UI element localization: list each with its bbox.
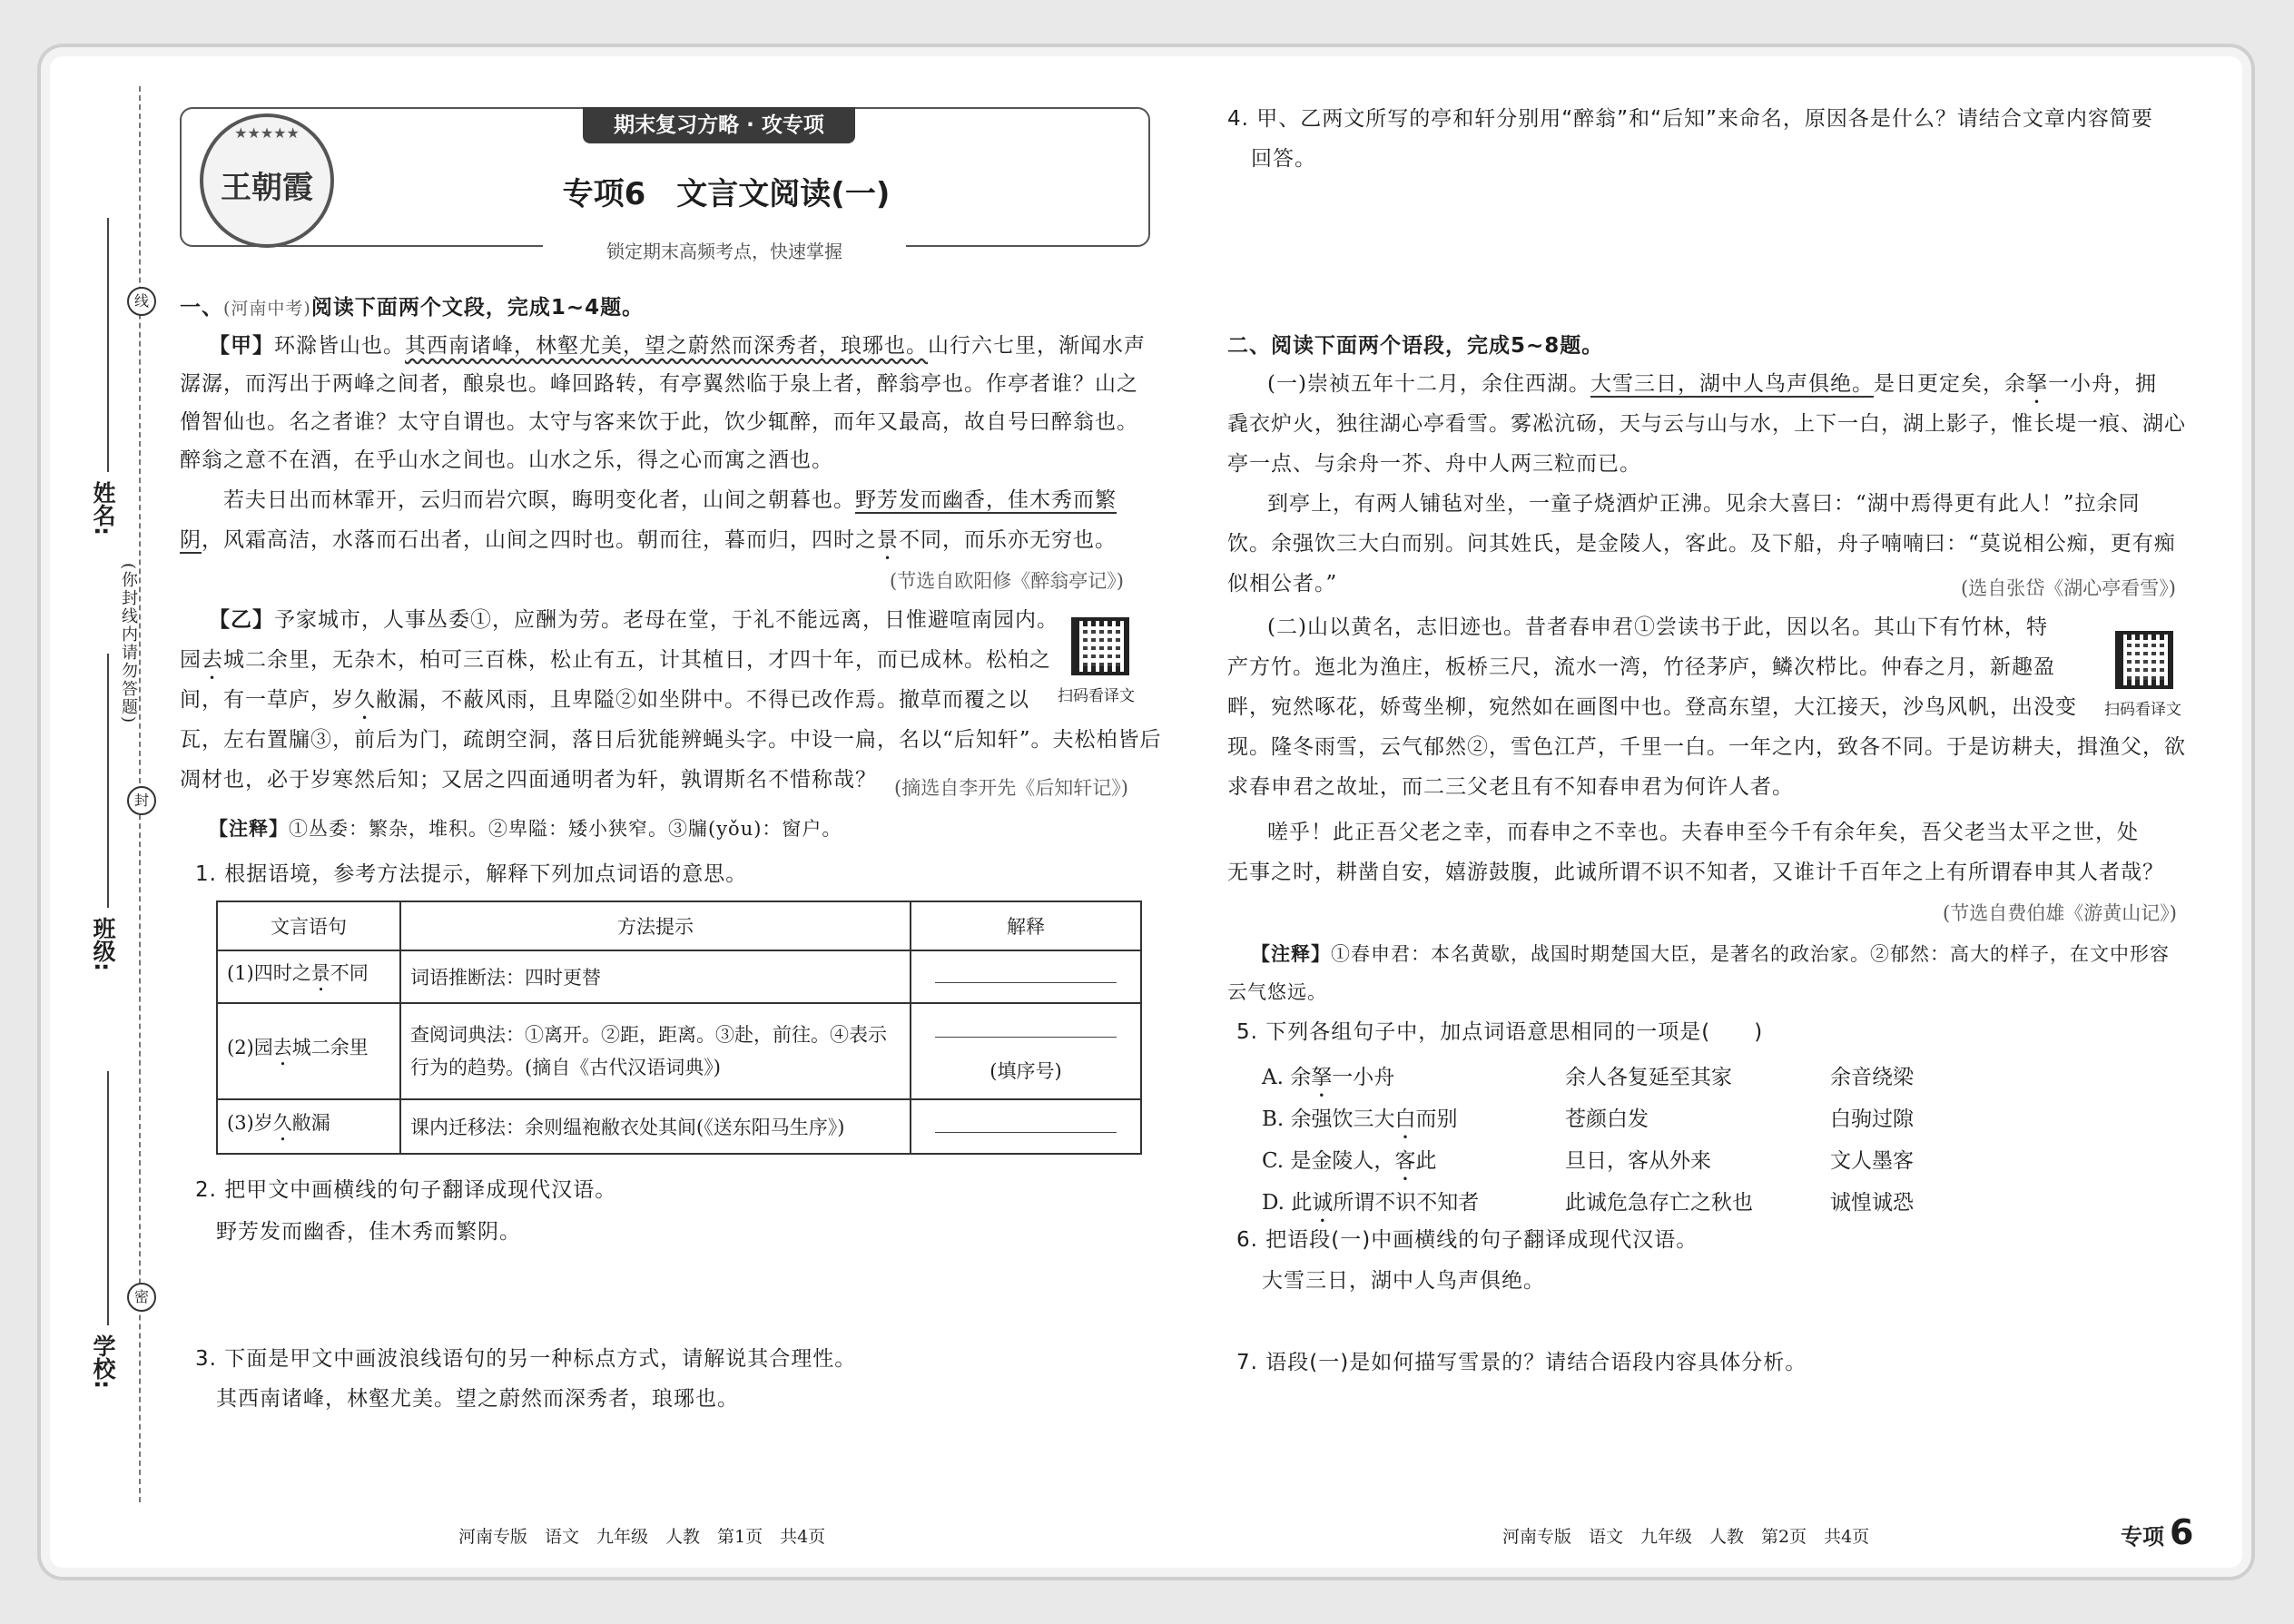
table-cell: 课内迁移法：余则缊袍敝衣处其间(《送东阳马生序》) [400,1099,911,1154]
table-row [217,1099,1141,1154]
q5-option-b-3: 白驹过隙 [1830,1107,1914,1131]
s2-p4-line-1: 嗟乎！此正吾父老之幸，而春申之不幸也。夫春申至今千有余年矣，吾父老当太平之世，处 [1267,821,2139,844]
class-label: 班级: [90,917,116,971]
yi-label: 【乙】 [209,608,274,632]
table-header: 方法提示 [400,901,911,950]
section1-title-tag: (河南中考) [223,299,311,319]
q5-option-a-2: 余人各复延至其家 [1565,1066,1732,1089]
q4-answer-area[interactable] [1227,186,2190,322]
jia-underlined-sentence-end: 阴 [180,528,202,552]
yi-line-5: 凋材也，必于岁寒然后知；又居之四面通明者为轩，孰谓斯名不惜称哉？ [180,768,877,792]
q2-prompt: 2. 把甲文中画横线的句子翻译成现代汉语。 [195,1178,617,1202]
s2-p3-line-1: (二)山以黄名，志旧迹也。昔者春申君①尝读书于此，因以名。其山下有竹林，特 [1267,615,2048,639]
dotted-word: 拏 [2025,372,2048,396]
option-text: B. 余强饮三大 [1262,1107,1395,1131]
yi-text: 园 [180,648,202,672]
yi-text: 城二余里，无杂木，柏可三百株，松止有五，计其植日，才四十年，而已成林。松柏之 [223,648,1051,672]
dotted-word: 拏 [1311,1066,1333,1089]
cell-text: 敝漏 [291,1111,330,1134]
jia-line-3: 僧智仙也。名之者谁？太守自谓也。太守与客来饮于此，饮少辄醉，而年又最高，故自号曰醉翁也。 [180,410,1138,434]
q6-answer-area[interactable] [1262,1307,2170,1343]
answer-hint: (填序号) [989,1060,1062,1082]
binding-warning: (你封线内请勿答题) [119,563,138,725]
s2-p4-source: (节选自费伯雄《游黄山记》) [1943,902,2177,924]
section1-title-prefix: 一、 [180,296,223,320]
name-field[interactable] [107,218,109,472]
s2-p1-line-2: 毳衣炉火，独往湖心亭看雪。雾凇沆砀，天与云与山与水，上下一白，湖上影子，惟长堤一痕、湖心 [1227,412,2186,436]
notes-text: ①春申君：本名黄歇，战国时期楚国大臣，是著名的政治家。②郁然：高大的样子，在文中形容 [1331,943,2170,965]
school-field[interactable] [107,1071,109,1325]
s2-notes-line-2: 云气悠远。 [1227,981,1327,1003]
footer-badge-number: 6 [2170,1512,2194,1552]
jia-text: 不同，而乐亦无穷也。 [899,528,1117,552]
q5-option-a-3: 余音绕梁 [1830,1066,1914,1089]
q2-answer-area[interactable] [216,1257,1142,1348]
footer-right: 河南专版 语文 九年级 人教 第2页 共4页 [1502,1527,1870,1547]
s2-p2-source: (选自张岱《湖心亭看雪》) [1961,577,2176,599]
option-text: D. 此 [1262,1191,1313,1215]
yi-text: 敝漏，不蔽风雨，且卑隘②如坐阱中。不得已改作焉。撤草而覆之以 [376,688,1029,712]
q7-answer-area[interactable] [1262,1389,2170,1498]
s2-text: (一)崇祯五年十二月，余住西湖。 [1267,372,1590,396]
jia-source: (节选自欧阳修《醉翁亭记》) [890,570,1124,592]
option-text: 所谓不识不知者 [1333,1191,1480,1215]
jia-line-6 [180,521,1117,565]
name-label: 姓名: [90,481,116,536]
table-row [217,1003,1141,1099]
s2-text: 是日更定矣，余 [1873,372,2026,396]
answer-blank[interactable] [935,1132,1117,1133]
footer-badge [2121,1512,2193,1552]
logo-stars: ★★★★★ [234,124,300,142]
yi-text: 予家城市，人事丛委①，应酬为劳。老母在堂，于礼不能远离，日惟避喧南园内。 [274,608,1058,632]
q5-option-c-3: 文人墨客 [1830,1149,1914,1173]
q5-option-b[interactable] [1262,1102,1458,1144]
page-title: 专项6 文言文阅读(一) [562,176,891,212]
q5-option-d-2: 此诚危急存亡之秋也 [1565,1191,1753,1215]
q7-prompt: 7. 语段(一)是如何描写雪景的？请结合语段内容具体分析。 [1236,1351,1807,1374]
table-cell [217,950,400,1003]
jia-text: 山行六七里，渐闻水声 [928,334,1146,358]
footer-badge-text: 专项 [2121,1524,2164,1550]
s2-p3-line-5: 求春申君之故址，而二三父老且有不知春申君为何许人者。 [1227,775,1794,799]
qr-label-2: 扫码看译文 [2104,701,2181,719]
section1-title-text: 阅读下面两个文段，完成1~4题。 [310,296,645,320]
answer-blank[interactable] [935,982,1117,983]
qr-code-1[interactable] [1071,617,1129,675]
q5-prompt: 5. 下列各组句子中，加点词语意思相同的一项是( ) [1236,1020,1764,1044]
jia-line-2: 潺潺，而泻出于两峰之间者，酿泉也。峰回路转，有亭翼然临于泉上者，醉翁亭也。作亭者谁？山之 [180,372,1138,396]
s2-notes-line-1 [1251,935,2170,973]
q3-prompt: 3. 下面是甲文中画波浪线语句的另一种标点方式，请解说其合理性。 [195,1347,857,1371]
q5-option-c-2: 旦日，客从外来 [1565,1149,1711,1173]
s2-text: 一小舟，拥 [2047,372,2157,396]
notes-text: ①丛委：繁杂，堆积。②卑隘：矮小狭窄。③牖(yǒu)：窗户。 [289,818,842,840]
yi-text: 间，有一草庐，岁 [180,688,354,712]
header-subtitle: 锁定期末高频考点，快速掌握 [543,238,906,265]
q1-table [216,901,1142,1155]
table-cell: 查阅词典法：①离开。②距，距离。③赴，前往。④表示行为的趋势。(摘自《古代汉语词典》) [400,1003,911,1099]
s2-p3-line-2: 产方竹。迤北为渔庄，板桥三尺，流水一湾，竹径茅庐，鳞次栉比。仲春之月，新趣盈 [1227,655,2055,679]
dotted-word: 白 [1394,1107,1416,1131]
q3-answer-area[interactable] [216,1425,1142,1507]
class-field[interactable] [107,654,109,908]
section1-title [180,289,644,328]
jia-line-5 [223,481,1117,519]
jia-text: 环滁皆山也。 [274,334,405,358]
jia-underlined-sentence: 野芳发而幽香，佳木秀而繁 [855,488,1117,512]
answer-blank[interactable] [935,1037,1117,1038]
q5-option-a[interactable] [1262,1060,1394,1102]
table-header: 解释 [911,901,1141,950]
q5-option-c[interactable] [1262,1144,1436,1186]
q6-sentence: 大雪三日，湖中人鸟声俱绝。 [1262,1269,1545,1293]
q2-sentence: 野芳发而幽香，佳木秀而繁阴。 [216,1220,521,1244]
jia-line-4: 醉翁之意不在酒，在乎山水之间也。山水之乐，得之心而寓之酒也。 [180,448,833,472]
cell-text: 城二余里 [291,1036,369,1058]
answer-cell[interactable] [911,950,1141,1003]
s2-p4-line-2: 无事之时，耕凿自安，嬉游鼓腹，此诚所谓不识不知者，又谁计千百年之上有所谓春申其人者哉？ [1227,861,2164,884]
jia-wavy-sentence: 其西南诸峰，林壑尤美，望之蔚然而深秀者，琅琊也。 [405,334,928,358]
option-text: A. 余 [1262,1066,1312,1089]
s2-underlined-sentence: 大雪三日，湖中人鸟声俱绝。 [1590,372,1874,396]
dotted-word: 久 [272,1111,292,1134]
header-banner: 期末复习方略 · 攻专项 [583,107,855,143]
yi-line-3 [180,681,1029,724]
q5-option-d-3: 诚惶诚恐 [1830,1191,1914,1215]
seal-mark-1: 线 [127,287,156,316]
logo-badge [200,113,334,248]
table-header-row [217,901,1141,950]
q1-prompt: 1. 根据语境，参考方法提示，解释下列加点词语的意思。 [195,862,748,886]
seal-mark-2: 封 [127,786,156,815]
qr-label-1: 扫码看译文 [1058,687,1135,705]
s2-p3-line-3: 畔，宛然啄花，娇莺坐柳，宛然如在画图中也。登高东望，大江接天，沙鸟风帆，出没变 [1227,695,2077,719]
dotted-word: 景 [877,528,899,552]
s2-p2-line-2: 饮。余强饮三大白而别。问其姓氏，是金陵人，客此。及下船，舟子喃喃曰：“莫说相公痴，更有痴 [1227,532,2176,556]
section1-notes [209,810,842,848]
section2-title: 二、阅读下面两个语段，完成5~8题。 [1227,334,1604,358]
q5-option-b-2: 苍颜白发 [1565,1107,1649,1131]
option-text: 而别 [1415,1107,1458,1131]
s2-p2-line-3: 似相公者。” [1227,572,1338,595]
s2-p1-line-1 [1267,365,2157,408]
cell-text: (3)岁 [227,1111,273,1134]
cell-text: (2)园 [227,1036,273,1058]
yi-line-4: 瓦，左右置牖③，前后为门，疏朗空洞，落日后犹能辨蝇头字。中设一扁，名以“后知轩”。夫松柏皆后 [180,728,1162,752]
answer-cell[interactable] [911,1003,1141,1099]
q6-prompt: 6. 把语段(一)中画横线的句子翻译成现代汉语。 [1236,1228,1698,1252]
table-cell [217,1099,400,1154]
yi-source: (摘选自李开先《后知轩记》) [894,777,1128,799]
s2-p1-line-3: 亭一点、与余舟一芥、舟中人两三粒而已。 [1227,452,1641,476]
dotted-word: 客 [1394,1149,1416,1173]
q4-line-2: 回答。 [1251,147,1316,171]
footer-left: 河南专版 语文 九年级 人教 第1页 共4页 [458,1527,826,1547]
cell-text: 不同 [330,961,369,984]
s2-p3-line-4: 现。隆冬雨雪，云气郁然②，雪色江芦，千里一白。一年之内，致各不同。于是访耕夫，揖渔父，欲 [1227,735,2186,759]
yi-line-1 [209,601,1058,639]
option-text: C. 是金陵人， [1262,1149,1395,1173]
q3-sentence: 其西南诸峰，林壑尤美。望之蔚然而深秀者，琅琊也。 [216,1387,739,1411]
table-cell [217,1003,400,1099]
school-label: 学校: [90,1334,116,1389]
qr-code-2[interactable] [2115,631,2173,689]
dotted-word: 景 [310,961,330,984]
jia-text: ，风霜高洁，水落而石出者，山间之四时也。朝而往，暮而归，四时之 [202,528,877,552]
dotted-word: 去 [272,1036,292,1058]
table-header: 文言语句 [217,901,400,950]
s2-p2-line-1: 到亭上，有两人铺毡对坐，一童子烧酒炉正沸。见余大喜曰：“湖中焉得更有此人！”拉余同 [1267,492,2141,516]
table-cell: 词语推断法：四时更替 [400,950,911,1003]
logo-text: 王朝霞 [221,170,313,206]
option-text: 一小舟 [1332,1066,1395,1089]
jia-label: 【甲】 [209,334,274,358]
q4-line-1: 4. 甲、乙两文所写的亭和轩分别用“醉翁”和“后知”来命名，原因各是什么？请结合文章内容简要 [1227,107,2153,131]
jia-line-1 [209,327,1146,365]
dotted-word: 久 [354,688,376,712]
option-text: 此 [1415,1149,1437,1173]
cell-text: (1)四时之 [227,961,311,984]
notes-label: 【注释】 [1251,943,1331,965]
dotted-word: 诚 [1312,1191,1334,1215]
table-row [217,950,1141,1003]
seal-mark-3: 密 [127,1283,156,1312]
notes-label: 【注释】 [209,818,289,840]
dotted-word: 去 [202,648,223,672]
yi-line-2 [180,641,1051,684]
answer-cell[interactable] [911,1099,1141,1154]
jia-text: 若夫日出而林霏开，云归而岩穴暝，晦明变化者，山间之朝暮也。 [223,488,855,512]
